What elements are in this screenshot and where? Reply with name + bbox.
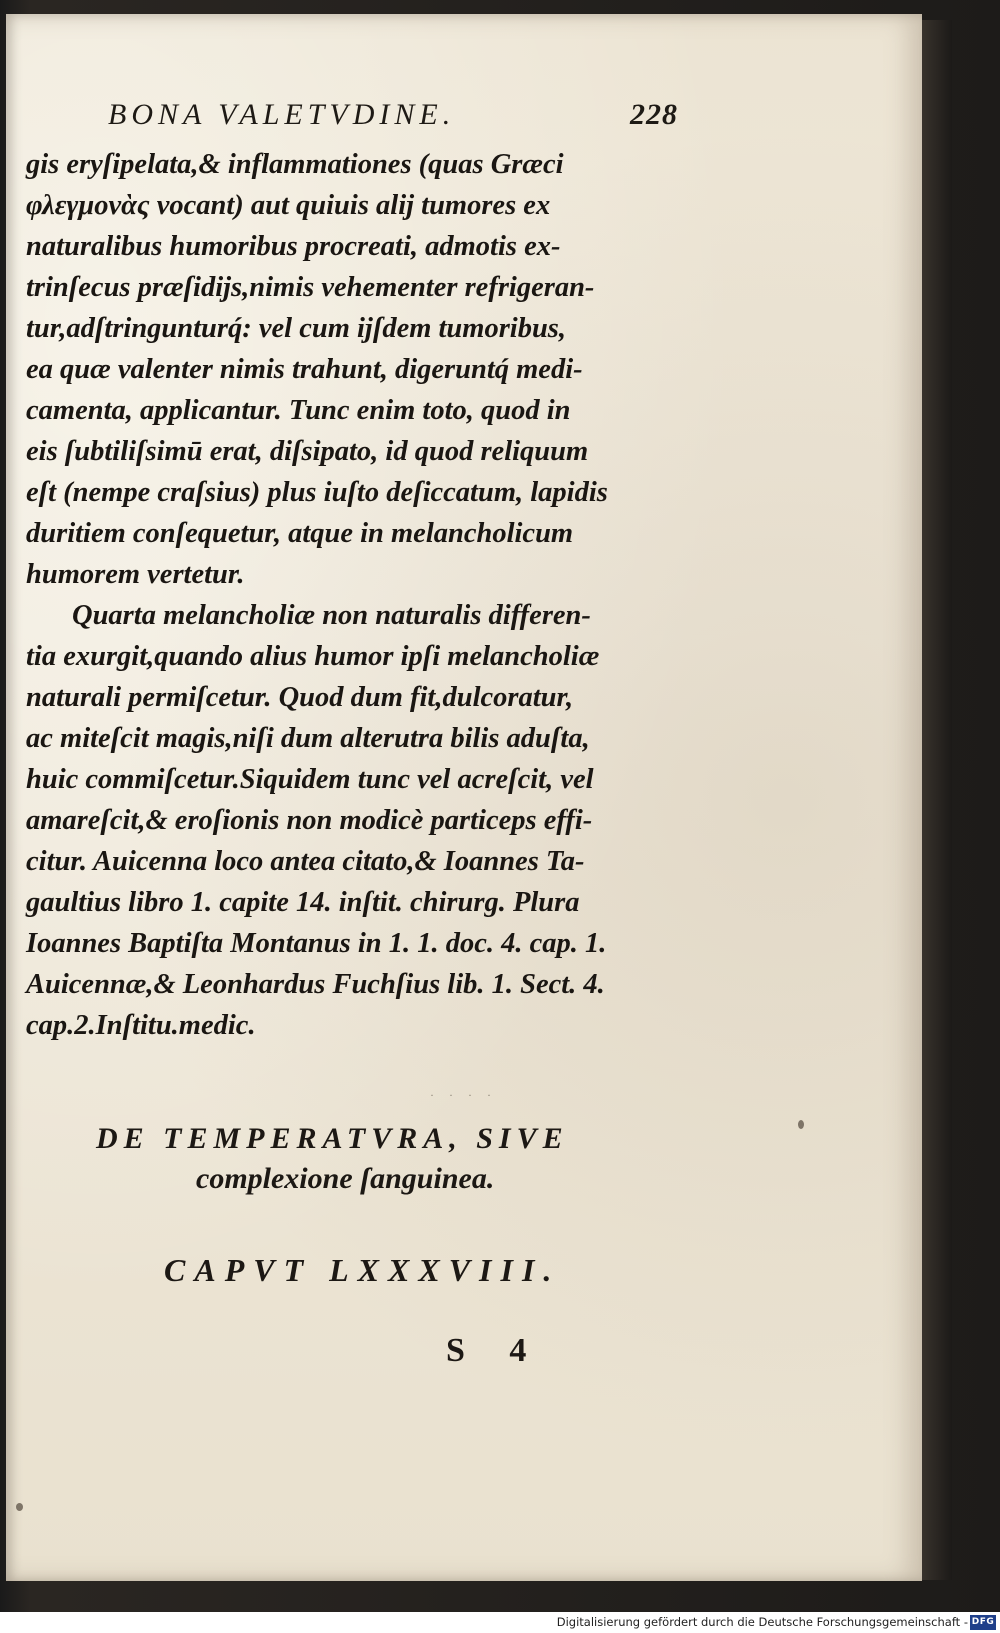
text-line: tur,adſtringunturq́: vel cum ijſdem tumoribus,: [26, 313, 567, 344]
section-heading: [96, 1122, 616, 1196]
text-line: trinſecus præſidijs,nimis vehementer refrigeran-: [26, 272, 595, 303]
text-line: ea quæ valenter nimis trahunt, digeruntq́ medi-: [26, 354, 583, 385]
text-line: citur. Auicenna loco antea citato,& Ioannes Ta-: [26, 846, 585, 877]
section-heading-subtitle: complexione ſanguinea.: [196, 1162, 495, 1195]
book-edge: [920, 20, 952, 1580]
signature-mark: S 4: [446, 1332, 545, 1369]
text-line: duritiem conſequetur, atque in melancholicum: [26, 518, 574, 549]
text-line: camenta, applicantur. Tunc enim toto, quod in: [26, 395, 571, 426]
text-line: huic commiſcetur.Siquidem tunc vel acreſcit, vel: [26, 764, 594, 795]
section-heading-title: DE TEMPERATVRA, SIVE: [96, 1122, 569, 1155]
chapter-title: CAPVT LXXXVIII.: [164, 1252, 561, 1288]
footer-bar: [0, 1612, 1000, 1633]
body-text: [26, 144, 686, 1046]
ink-spot: [798, 1120, 804, 1129]
running-head: [108, 98, 678, 138]
text-line: eis ſubtiliſsimū erat, diſsipato, id quod reliquum: [26, 436, 589, 467]
text-line: Ioannes Baptiſta Montanus in 1. 1. doc. 4. cap. 1.: [26, 928, 607, 959]
running-title: BONA VALETVDINE.: [108, 98, 456, 131]
page-number: 228: [630, 98, 678, 131]
text-line: humorem vertetur.: [26, 559, 245, 590]
text-line: naturali permiſcetur. Quod dum fit,dulcoratur,: [26, 682, 574, 713]
text-line: gaultius libro 1. capite 14. inſtit. chirurg. Plura: [26, 887, 580, 918]
text-line: Quarta melancholiæ non naturalis differen-: [72, 600, 591, 631]
ink-spot: [16, 1503, 23, 1511]
text-line: Auicennæ,& Leonhardus Fuchſius lib. 1. Sect. 4.: [26, 969, 605, 1000]
divider-ornament: · · · ·: [430, 1088, 497, 1102]
text-line: naturalibus humoribus procreati, admotis ex-: [26, 231, 561, 262]
text-line: cap.2.Inſtitu.medic.: [26, 1010, 256, 1041]
text-line: gis eryſipelata,& inflammationes (quas Græci: [26, 149, 564, 180]
text-line: ac miteſcit magis,niſi dum alterutra bilis aduſta,: [26, 723, 590, 754]
text-line: φλεγμονὰς vocant) aut quiuis alij tumores ex: [26, 190, 551, 221]
text-line: tia exurgit,quando alius humor ipſi melancholiæ: [26, 641, 600, 672]
text-line: eſt (nempe craſsius) plus iuſto deſiccatum, lapidis: [26, 477, 608, 508]
text-line: amareſcit,& eroſionis non modicè particeps effi-: [26, 805, 593, 836]
dfg-logo: DFG: [970, 1615, 996, 1630]
footer-credit: Digitalisierung gefördert durch die Deutsche Forschungsgemeinschaft -: [556, 1615, 968, 1629]
